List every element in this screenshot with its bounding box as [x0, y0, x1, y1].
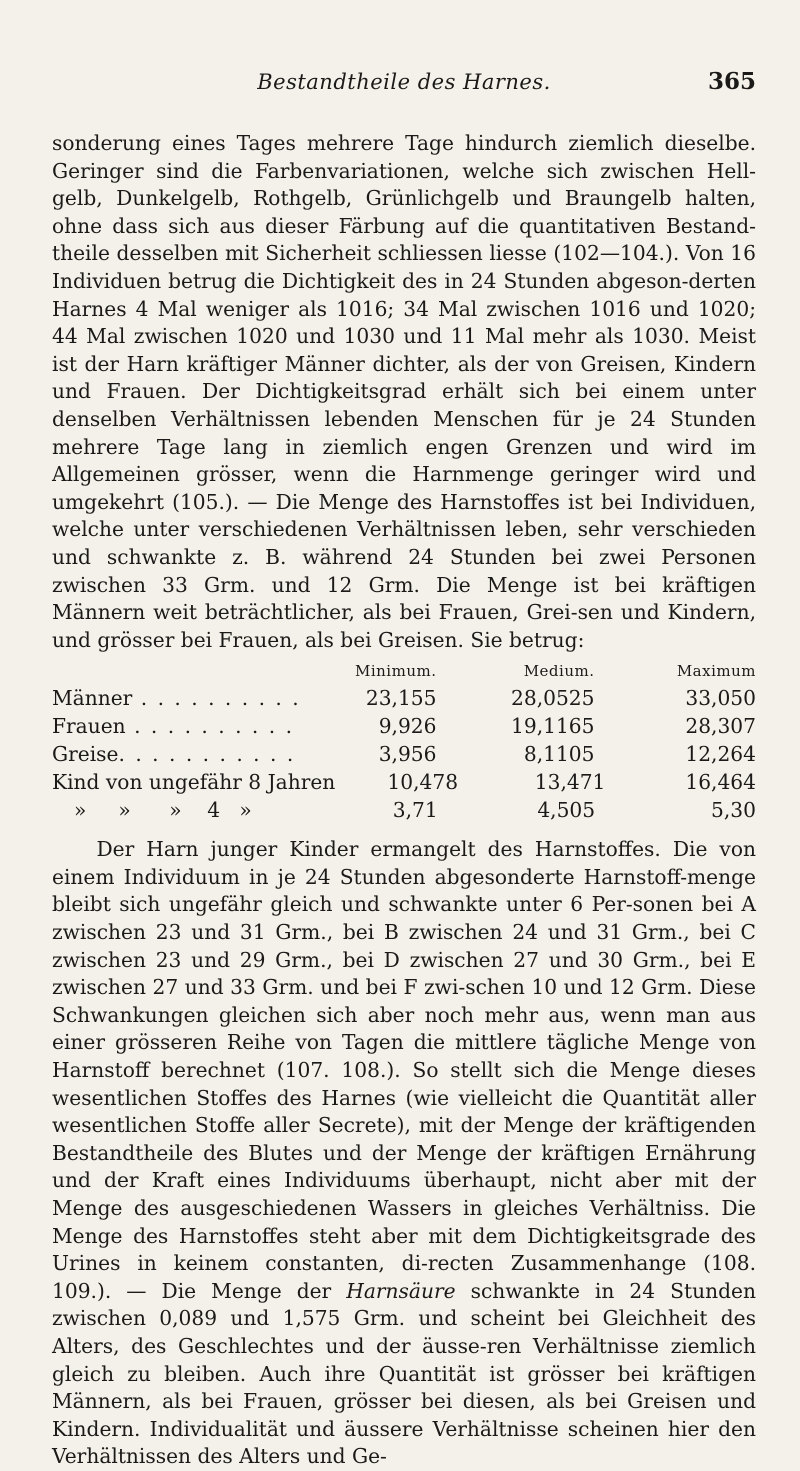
row-label [52, 796, 307, 824]
urea-table [52, 658, 756, 824]
row-label-text: Greise [52, 742, 119, 767]
table-row [52, 712, 756, 740]
cell-medium: 19,1165 [511, 714, 595, 739]
table-row [52, 740, 756, 768]
page-header [52, 60, 756, 130]
cell-maximum: 33,050 [685, 686, 756, 711]
table-header-maximum: Maximum [676, 662, 756, 681]
leader-dots: . . . . . . . . . . [132, 686, 301, 711]
leader-dots: . . . . . . . . . . . [118, 742, 296, 767]
cell-minimum: 3,71 [392, 798, 438, 823]
table-row [52, 796, 756, 824]
row-label-text: » » » 4 » [74, 798, 252, 823]
row-label-text: Kind von ungefähr 8 Jahren [52, 770, 336, 795]
page-number: 365 [707, 68, 756, 95]
paragraph-2-text-a: Der Harn junger Kinder ermangelt des Harnstoffes. Die von einem Individuum in je 24 Stunden abgesonderte Harnstoff-menge bleibt sich ungefähr gleich und schwankte unter 6 Per-sonen bei A zwischen 23 und 31 Grm., bei B zwischen 24 und 31 Grm., bei C zwischen 23 und 29 Grm., bei D zwischen 27 und 30 Grm., bei E zwischen 27 und 33 Grm. und bei F zwi-schen 10 und 12 Grm. Diese Schwankungen gleichen sich aber noch mehr aus, wenn man aus einer grösseren Reihe von Tagen die mittlere tägliche Menge von Harnstoff berechnet (107. 108.). So stellt sich die Menge dieses wesentlichen Stoffes des Harnes (wie vielleicht die Quantität aller wesentlichen Stoffe aller Secrete), mit der Menge der kräftigenden Bestandtheile des Blutes und der Menge der kräftigen Ernährung und der Kraft eines Individuums überhaupt, nicht aber mit der Menge des ausgeschiedenen Wassers in gleiches Verhältniss. Die Menge des Harnstoffes steht aber mit dem Dichtigkeitsgrade des Urines in keinem constanten, di-recten Zusammenhange (108. 109.). — Die Menge der [52, 837, 756, 1303]
paragraph-2-text-b: schwankte in 24 Stunden zwischen 0,089 und 1,575 Grm. und scheint bei Gleichheit des Alters, des Geschlechtes und der äusse-ren Verhältnisse ziemlich gleich zu bleiben. Auch ihre Quantität ist grösser bei kräftigen Männern, als bei Frauen, grösser bei diesen, als bei Greisen und Kindern. Individualität und äussere Verhältnisse scheinen hier den Verhältnissen des Alters und Ge- [52, 1278, 756, 1469]
cell-medium: 13,471 [534, 770, 606, 795]
paragraph-2 [52, 836, 756, 1471]
row-label-text: Männer [52, 686, 133, 711]
row-label [52, 712, 305, 740]
cell-maximum: 5,30 [711, 798, 756, 823]
row-label [52, 684, 305, 712]
cell-maximum: 28,307 [685, 714, 756, 739]
cell-maximum: 12,264 [685, 742, 756, 767]
row-label [52, 740, 305, 768]
table-row [52, 768, 756, 796]
row-label-text: Frauen [52, 714, 126, 739]
table-header-minimum: Minimum. [354, 662, 437, 681]
cell-minimum: 3,956 [378, 742, 437, 767]
running-head: Bestandtheile des Harnes. [257, 70, 551, 94]
table-header-medium: Medium. [523, 662, 595, 681]
leader-dots: . . . . . . . . . . [125, 714, 294, 739]
paragraph-1: sonderung eines Tages mehrere Tage hindurch ziemlich dieselbe. Geringer sind die Farbenvariationen, welche sich zwischen Hell-gelb, Dunkelgelb, Rothgelb, Grünlichgelb und Braungelb halten, ohne dass sich aus dieser Färbung auf die quantitativen Bestand-theile desselben mit Sicherheit schliessen liesse (102—104.). Von 16 Individuen betrug die Dichtigkeit des in 24 Stunden abgeson-derten Harnes 4 Mal weniger als 1016; 34 Mal zwischen 1016 und 1020; 44 Mal zwischen 1020 und 1030 und 11 Mal mehr als 1030. Meist ist der Harn kräftiger Männer dichter, als der von Greisen, Kindern und Frauen. Der Dichtigkeitsgrad erhält sich bei einem unter denselben Verhältnissen lebenden Menschen für je 24 Stunden mehrere Tage lang in ziemlich engen Grenzen und wird im Allgemeinen grösser, wenn die Harnmenge geringer wird und umgekehrt (105.). — Die Menge des Harnstoffes ist bei Individuen, welche unter verschiedenen Verhältnissen leben, sehr verschieden und schwankte z. B. während 24 Stunden bei zwei Personen zwischen 33 Grm. und 12 Grm. Die Menge ist bei kräftigen Männern weit beträchtlicher, als bei Frauen, Grei-sen und Kindern, und grösser bei Frauen, als bei Greisen. Sie betrug: [52, 131, 756, 652]
cell-maximum: 16,464 [685, 770, 756, 795]
cell-minimum: 9,926 [378, 714, 437, 739]
table-header-row [52, 658, 756, 680]
cell-minimum: 10,478 [387, 770, 459, 795]
row-label [52, 768, 335, 796]
cell-minimum: 23,155 [365, 686, 437, 711]
cell-medium: 28,0525 [511, 686, 595, 711]
cell-medium: 4,505 [537, 798, 596, 823]
table-row [52, 684, 756, 712]
term-harnsaeure: Harnsäure [346, 1278, 456, 1303]
cell-medium: 8,1105 [523, 742, 595, 767]
